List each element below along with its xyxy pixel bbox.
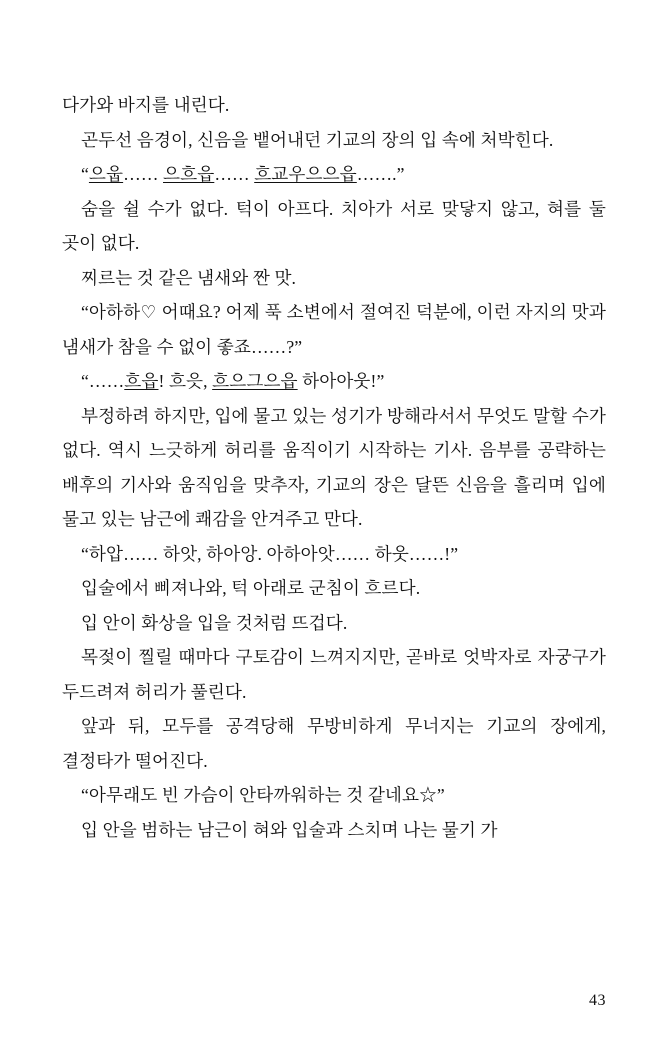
paragraph: 곤두선 음경이, 신음을 뱉어내던 기교의 장의 입 속에 처박힌다. bbox=[81, 129, 554, 150]
underlined-text: 흐교우으으읍 bbox=[254, 164, 357, 184]
text-run: 하아아웃!” bbox=[297, 371, 385, 391]
paragraph: 입 안이 화상을 입을 것처럼 뜨겁다. bbox=[81, 612, 348, 633]
paragraph: 숨을 쉴 수가 없다. 턱이 아프다. 치아가 서로 맞닿지 않고, 혀를 둘 곳이 없다. bbox=[62, 198, 606, 253]
paragraph: 입술에서 삐져나와, 턱 아래로 군침이 흐르다. bbox=[81, 578, 421, 598]
page-number: 43 bbox=[589, 992, 606, 1009]
paragraph: 앞과 뒤, 모두를 공격당해 무방비하게 무너지는 기교의 장에게, 결정타가 떨어진다. bbox=[62, 716, 606, 771]
paragraph: 부정하려 하지만, 입에 물고 있는 성기가 방해라서서 무엇도 말할 수가 없다. 역시 느긋하게 허리를 움직이기 시작하는 기사. 음부를 공략하는 배후의 기사와 움직임을 맞추자, 기교의 장은 달뜬 신음을 흘리며 입에 물고 있는 남근에 쾌감을 안겨주고 만다. bbox=[62, 405, 606, 529]
text-run: …….” bbox=[356, 164, 405, 184]
paragraph bbox=[62, 157, 606, 192]
text-run: “ bbox=[81, 164, 89, 184]
page-body-text bbox=[62, 88, 606, 847]
paragraph: 목젖이 찔릴 때마다 구토감이 느껴지지만, 곧바로 엇박자로 자궁구가 두드려져 허리가 풀린다. bbox=[62, 647, 606, 702]
underlined-text: 으웁 bbox=[88, 164, 124, 184]
text-run: …… bbox=[123, 164, 164, 184]
text-run: ! 흐읏, bbox=[158, 371, 213, 391]
paragraph: “아무래도 빈 가슴이 안타까워하는 것 같네요☆” bbox=[81, 785, 445, 805]
paragraph: 찌르는 것 같은 냄새와 짠 맛. bbox=[81, 267, 297, 288]
paragraph: 입 안을 범하는 남근이 혀와 입술과 스치며 나는 물기 가 bbox=[81, 819, 498, 840]
underlined-text: 흐으그으읍 bbox=[212, 371, 298, 391]
underlined-text: 흐읍 bbox=[124, 371, 159, 391]
paragraph: 다가와 바지를 내린다. bbox=[62, 95, 230, 115]
paragraph bbox=[62, 364, 606, 399]
paragraph: “아하하♡ 어때요? 어제 푹 소변에서 절여진 덕분에, 이런 자지의 맛과 냄새가 참을 수 없이 좋죠……?” bbox=[62, 302, 606, 357]
text-run: “…… bbox=[81, 371, 125, 391]
paragraph: “하압…… 하앗, 하아앙. 아하아앗…… 하웃……!” bbox=[81, 543, 459, 564]
text-run: …… bbox=[214, 164, 255, 184]
underlined-text: 으흐읍 bbox=[163, 164, 215, 184]
